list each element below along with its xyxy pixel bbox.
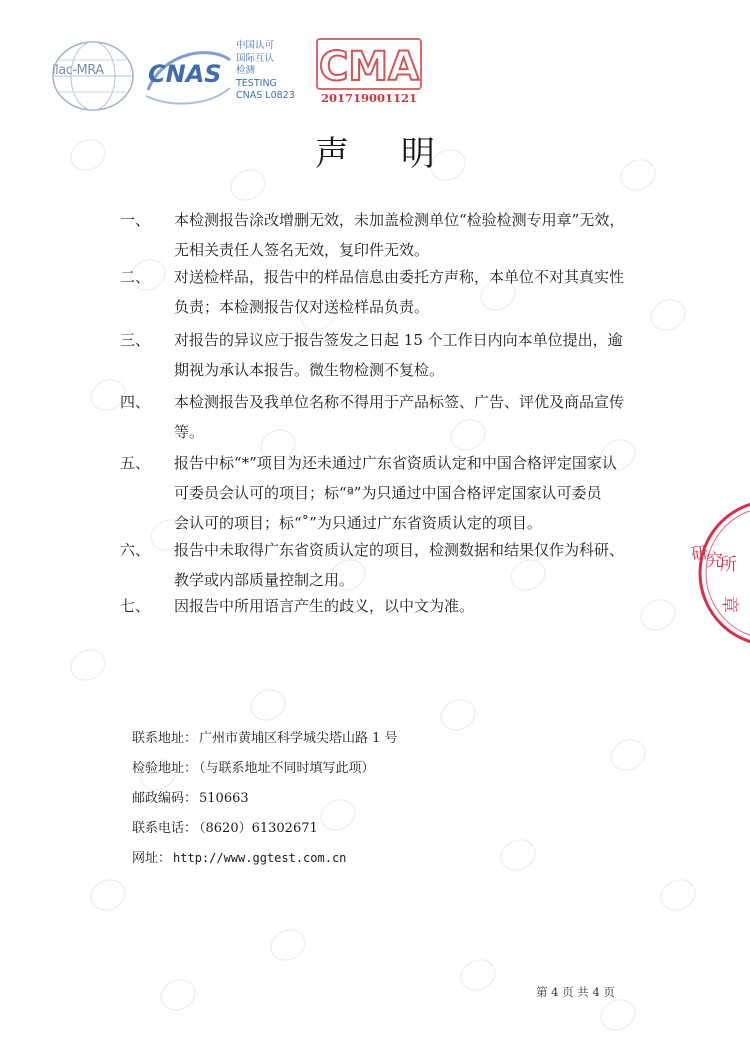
statement-line: 会认可的项目；标“˚”为只通过广东省资质认定的项目。	[174, 514, 542, 532]
cnas-logo: CNAS	[148, 60, 222, 88]
statement-text	[174, 266, 640, 319]
statement-number: 七、	[120, 597, 151, 615]
statement-text	[174, 329, 640, 382]
statement-number: 五、	[120, 454, 151, 472]
statement-line: 可委员会认可的项目；标“ª”为只通过中国合格评定国家认可委员	[174, 484, 602, 502]
ilac-mra-logo: ilac-MRA	[52, 63, 104, 78]
cnas-info-line: CNAS L0823	[236, 90, 295, 101]
website-link[interactable]: http://www.ggtest.com.cn	[173, 851, 347, 865]
statement-text	[174, 595, 640, 618]
statement-line: 教学或内部质量控制之用。	[174, 571, 355, 589]
statement-text	[174, 391, 640, 444]
contact-value: 510663	[199, 791, 249, 806]
contact-label: 检验地址：	[132, 761, 198, 776]
cma-certificate-number: 201719001121	[320, 91, 418, 105]
contact-value: （8620）61302671	[199, 821, 318, 836]
contact-value: 广州市黄埔区科学城尖塔山路 1 号	[199, 731, 398, 746]
statement-line: 对送检样品，报告中的样品信息由委托方声称，本单位不对其真实性	[174, 268, 625, 286]
statement-line: 报告中未取得广东省资质认定的项目，检测数据和结果仅作为科研、	[174, 541, 625, 559]
statement-line: 无相关责任人签名无效，复印件无效。	[174, 241, 430, 259]
statement-number: 四、	[120, 393, 151, 411]
cnas-info-line: 中国认可	[236, 40, 275, 51]
svg-text:CMA: CMA	[318, 44, 420, 90]
statement-line: 对报告的异议应于报告签发之日起 15 个工作日内向本单位提出，逾	[174, 331, 623, 349]
statement-text	[174, 452, 640, 535]
statement-line: 因报告中所用语言产生的歧义，以中文为准。	[174, 597, 475, 615]
cma-logo-icon	[316, 38, 422, 90]
statement-item	[120, 452, 640, 535]
statement-line: 本检测报告及我单位名称不得用于产品标签、广告、评优及商品宣传	[174, 393, 625, 411]
svg-text:研: 研	[689, 542, 710, 565]
statement-line: 期视为承认本报告。微生物检测不复检。	[174, 361, 445, 379]
watermark-mark	[315, 794, 360, 836]
statement-item	[120, 391, 640, 444]
statement-line: 等。	[174, 423, 205, 441]
watermark-mark	[595, 994, 640, 1036]
watermark-mark	[435, 694, 480, 736]
contact-row	[132, 757, 375, 776]
watermark-mark	[455, 954, 500, 996]
statement-item	[120, 209, 640, 262]
watermark-mark	[245, 684, 290, 726]
contact-row	[132, 727, 398, 746]
contact-label: 联系地址：	[132, 731, 198, 746]
page-number: 第 4 页 共 4 页	[536, 985, 615, 999]
contact-row	[132, 817, 318, 836]
watermark-mark	[645, 294, 690, 336]
statement-item	[120, 539, 640, 592]
contact-row	[132, 787, 249, 806]
statement-line: 本检测报告涂改增删无效，未加盖检测单位“检验检测专用章”无效，	[174, 211, 625, 229]
watermark-mark	[85, 874, 130, 916]
statement-item	[120, 329, 640, 382]
statement-text	[174, 209, 640, 262]
svg-text:究: 究	[706, 551, 723, 571]
svg-text:所: 所	[720, 555, 737, 575]
cnas-accreditation-info	[236, 40, 295, 103]
cnas-info-line: TESTING	[236, 77, 277, 89]
contact-value: （与联系地址不同时填写此项）	[199, 761, 375, 776]
watermark-mark	[605, 734, 650, 776]
contact-label: 联系电话：	[132, 821, 198, 836]
watermark-mark	[155, 974, 200, 1016]
statement-number: 三、	[120, 331, 151, 349]
institute-seal-stamp	[672, 498, 750, 648]
statement-item	[120, 595, 640, 618]
statement-line: 负责；本检测报告仅对送检样品负责。	[174, 298, 430, 316]
contact-row	[132, 847, 346, 866]
contact-label: 网址：	[132, 851, 172, 866]
statement-number: 一、	[120, 211, 151, 229]
statement-number: 二、	[120, 268, 151, 286]
page-title: 声明	[315, 134, 487, 174]
cnas-info-line: 国际互认	[236, 52, 275, 64]
statement-line: 报告中标“*”项目为还未通过广东省资质认定和中国合格评定国家认	[174, 454, 617, 472]
watermark-mark	[265, 924, 310, 966]
contact-label: 邮政编码：	[132, 791, 198, 806]
watermark-mark	[495, 834, 540, 876]
statement-text	[174, 539, 640, 592]
watermark-mark	[655, 874, 700, 916]
cnas-info-line: 检测	[236, 65, 256, 76]
svg-text:章: 章	[719, 596, 739, 613]
statement-item	[120, 266, 640, 319]
statement-number: 六、	[120, 541, 151, 559]
watermark-mark	[65, 644, 110, 686]
